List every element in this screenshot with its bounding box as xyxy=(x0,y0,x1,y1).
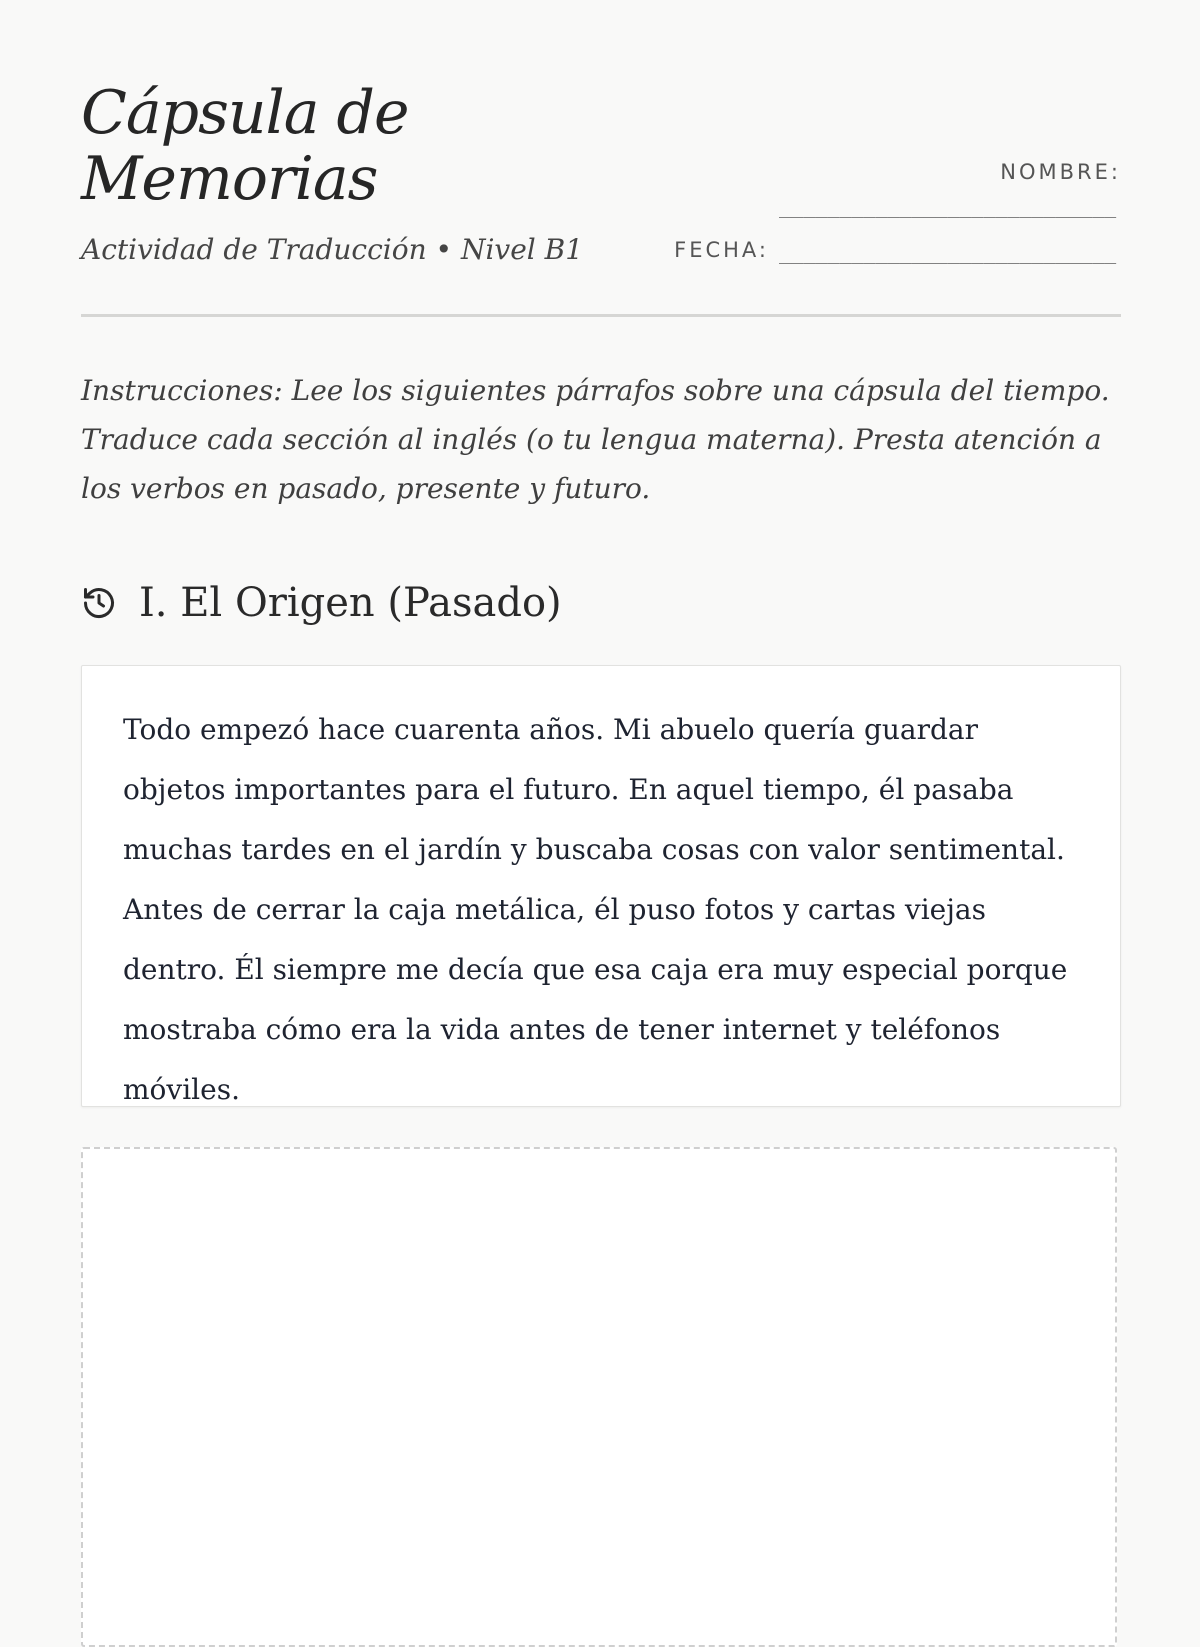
history-icon xyxy=(81,585,117,621)
date-field[interactable]: ____________________________ xyxy=(779,240,1117,264)
instructions-text: Instrucciones: Lee los siguientes párrafos sobre una cápsula del tiempo. Traduce cada sección al inglés (o tu lengua materna). Presta atención a los verbos en pasado, presente y futuro. xyxy=(81,374,1110,505)
page-title: Cápsula de Memorias xyxy=(81,78,409,214)
name-field[interactable]: ____________________________ xyxy=(779,194,1117,218)
worksheet-header xyxy=(81,80,1121,316)
section-heading xyxy=(81,578,562,628)
worksheet-page xyxy=(81,0,1121,1600)
section-title: I. El Origen (Pasado) xyxy=(139,580,562,626)
name-label: NOMBRE: xyxy=(1000,160,1121,184)
passage-card xyxy=(81,665,1121,1107)
header-divider xyxy=(81,314,1121,317)
date-label: FECHA: xyxy=(674,238,769,262)
translation-answer-area[interactable] xyxy=(81,1147,1117,1647)
student-info-fields xyxy=(661,160,1121,280)
passage-text: Todo empezó hace cuarenta años. Mi abuelo quería guardar objetos importantes para el futuro. En aquel tiempo, él pasaba muchas tardes en el jardín y buscaba cosas con valor sentimental. Antes de cerrar la caja metálica, él puso fotos y cartas viejas dentro. Él siempre me decía que esa caja era muy especial porque mostraba cómo era la vida antes de tener internet y teléfonos móviles. xyxy=(123,713,1068,1106)
page-subtitle: Actividad de Traducción • Nivel B1 xyxy=(81,233,584,266)
